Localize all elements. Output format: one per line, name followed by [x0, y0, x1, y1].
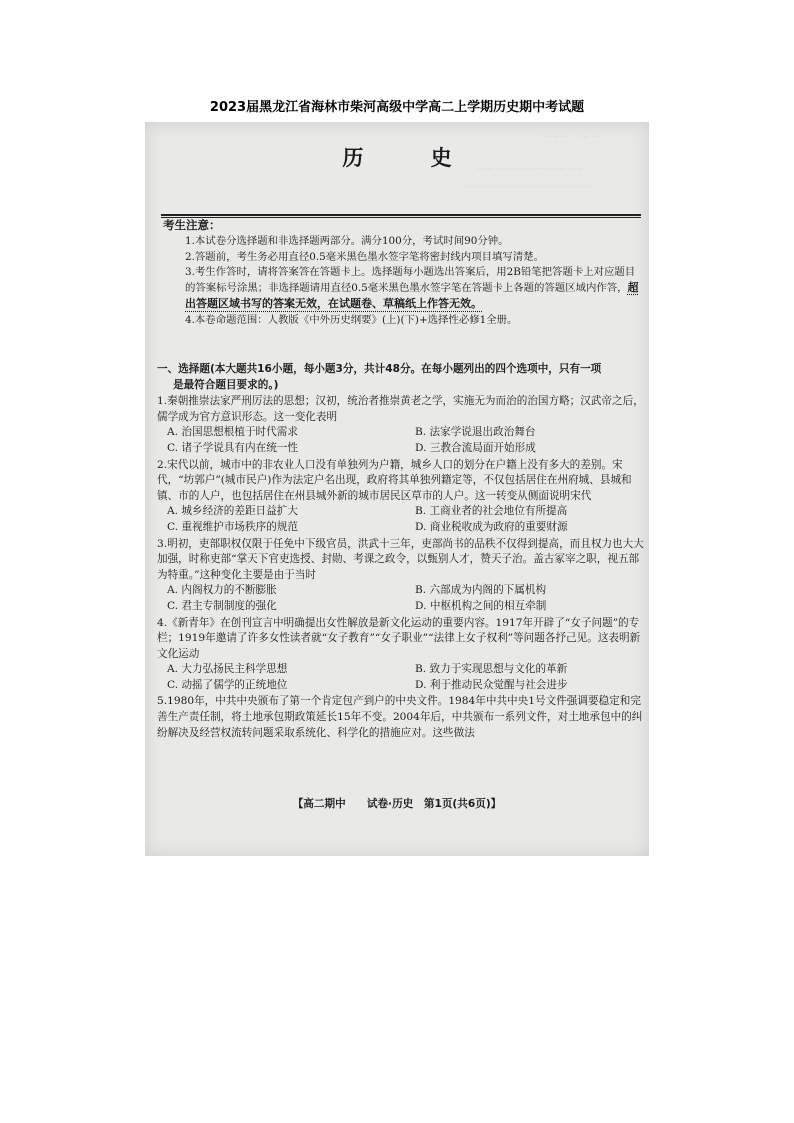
- notice-item: 2.答题前，考生务必用直径0.5毫米黑色墨水签字笔将密封线内项目填写清楚。: [185, 250, 544, 263]
- option-grid: [157, 662, 645, 693]
- exam-notice: [163, 218, 643, 328]
- notice-item: [185, 265, 643, 313]
- notice-item: 1.本试卷分选择题和非选择题两部分。满分100分，考试时间90分钟。: [185, 235, 509, 248]
- option-c: C. 重视维护市场秩序的规范: [167, 520, 298, 533]
- option-d: D. 三教合流局面开始形成: [415, 441, 536, 454]
- option-a: A. 内阁权力的不断膨胀: [167, 584, 277, 597]
- question-1: [157, 394, 645, 456]
- question-stem: 3.明初，吏部职权仅限于任免中下级官员，洪武十三年，吏部尚书的品秩不仅得到提高，而且权力也大大加强，时称吏部“掌天下官吏选授、封勋、考课之政令，以甄别人才，赞天子治。盖古冢宰之职，视五部为特重。”这种变化主要是由于当时: [157, 537, 644, 581]
- notice-item: 4.本卷命题范围：人教版《中外历史纲要》(上)(下)+选择性必修1全册。: [185, 313, 518, 326]
- option-grid: [157, 425, 645, 456]
- option-b: B. 六部成为内阁的下属机构: [415, 584, 547, 597]
- option-grid: [157, 504, 645, 535]
- option-b: B. 法家学说退出政治舞台: [415, 426, 536, 439]
- notice-list: [163, 234, 643, 328]
- option-b: B. 工商业者的社会地位有所提高: [415, 505, 568, 518]
- header-rule-thick: [161, 214, 641, 216]
- question-stem: 4.《新青年》在创刊宣言中明确提出女性解放是新文化运动的重要内容。1917年开辟了“女子问题”的专栏；1919年邀请了许多女性读者就“女子教育”“女子职业”“法律上女子权利”等问题各抒己见。这表明新文化运动: [157, 616, 641, 660]
- section-heading-line: 一、选择题(本大题共16小题，每小题3分，共计48分。在每小题列出的四个选项中，只有一项: [157, 363, 602, 375]
- option-c: C. 君主专制制度的强化: [167, 599, 277, 612]
- section-heading: [157, 362, 645, 393]
- option-grid: [157, 583, 645, 614]
- option-b: B. 致力于实现思想与文化的革新: [415, 663, 568, 676]
- document-title: 2023届黑龙江省海林市柴河高级中学高二上学期历史期中考试题: [209, 100, 585, 115]
- question-stem: 1.秦朝推崇法家严刑厉法的思想；汉初，统治者推崇黄老之学，实施无为而治的治国方略；汉武帝之后，儒学成为官方意识形态。这一变化表明: [157, 395, 644, 423]
- option-a: A. 大力弘扬民主科学思想: [167, 663, 288, 676]
- question-4: [157, 616, 645, 694]
- bleed-through-mark: ～～～～～～～～～～～～～～: [465, 183, 592, 193]
- question-3: [157, 537, 645, 615]
- question-2: [157, 458, 645, 536]
- notice-heading: 考生注意：: [163, 218, 221, 232]
- choice-section: [157, 362, 645, 741]
- notice-item-text: 3.考生作答时，请将答案答在答题卡上。选择题每小题选出答案后，用2B铅笔把答题卡上对应题目的答案标号涂黑；非选择题请用直径0.5毫米黑色墨水签字笔在答题卡上各题的答题区域内作答，: [185, 265, 636, 295]
- page-footer: 【高二期中 试卷·历史 第1页(共6页)】: [292, 798, 502, 810]
- question-stem: 5.1980年，中共中央颁布了第一个肯定包产到户的中央文件。1984年中共中央1号文件强调要稳定和完善生产责任制，将土地承包期政策延长15年不变。2004年后，中共颁布一系列文件，对土地承包中的纠纷解决及经营权流转问题采取系统化、科学化的措施应对。这些做法: [157, 695, 643, 739]
- option-a: A. 治国思想根植于时代需求: [167, 426, 298, 439]
- subject-heading: 历 史: [342, 145, 482, 170]
- bleed-through-mark: ～～～～～～～～～～～～: [475, 165, 584, 175]
- option-a: A. 城乡经济的差距日益扩大: [167, 505, 298, 518]
- notice-emphasis: 超出答题区域书写的答案无效，在试题卷、草稿纸上作答无效。: [185, 281, 639, 311]
- question-stem: 2.宋代以前，城市中的非农业人口没有单独列为户籍，城乡人口的划分在户籍上没有多大的差别。宋代，“坊郭户”(城市民户)作为法定户名出现，政府将其单独列籍定等，不仅包括居住在州府城、县城和镇、市的人户，也包括居住在州县城外新的城市居民区草市的人户。这一转变从侧面说明宋代: [157, 458, 632, 502]
- option-c: C. 诸子学说具有内在统一性: [167, 441, 298, 454]
- option-c: C. 动摇了儒学的正统地位: [167, 678, 288, 691]
- option-d: D. 商业税收成为政府的重要财源: [415, 520, 568, 533]
- option-d: D. 利于推动民众觉醒与社会进步: [415, 678, 568, 691]
- section-heading-line: 是最符合题目要求的。): [173, 378, 279, 391]
- option-d: D. 中枢机构之间的相互牵制: [415, 599, 547, 612]
- bleed-through-mark: ～～～ ～ ～: [541, 133, 601, 143]
- question-5: [157, 694, 645, 741]
- scanned-exam-page: [145, 122, 649, 856]
